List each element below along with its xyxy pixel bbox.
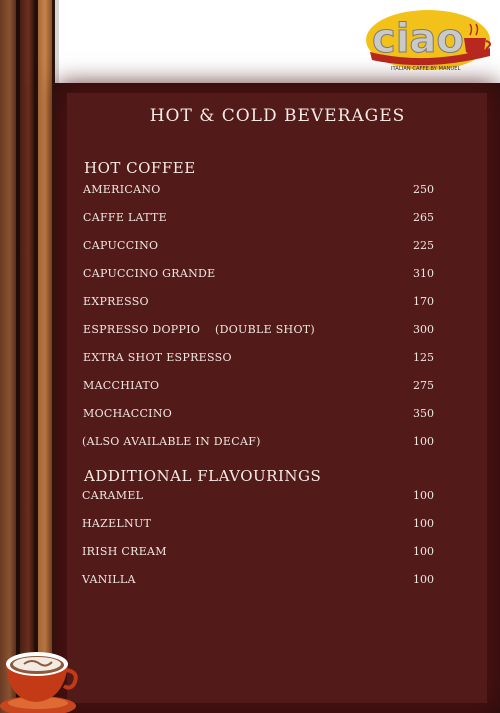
section-title-additional-flavourings: ADDITIONAL FLAVOURINGS [84,467,322,485]
menu-title: HOT & COLD BEVERAGES [149,106,406,126]
menu-item [82,517,434,533]
logo-wordmark: ciao [372,16,464,62]
menu-item [83,267,434,283]
menu-item [83,379,434,395]
coffee-cup-icon [0,640,80,713]
item-name: EXPRESSO [83,295,149,308]
menu-item [83,323,434,339]
item-name: CAPUCCINO [83,239,159,252]
item-price: 170 [413,295,434,308]
menu-item [82,545,434,561]
item-name: CAFFE LATTE [83,211,168,224]
item-price: 100 [413,517,434,530]
menu-item [83,407,434,423]
item-price: 300 [413,323,434,336]
item-name: MOCHACCINO [83,407,173,420]
item-price: 100 [413,573,434,586]
item-price: 100 [413,435,434,448]
item-price: 350 [413,407,434,420]
item-name: EXTRA SHOT ESPRESSO [83,351,232,364]
menu-item [83,295,434,311]
menu-item [83,239,434,255]
decorative-stripes [0,0,58,713]
item-name: CARAMEL [82,489,144,502]
item-price: 125 [413,351,434,364]
item-price: 225 [413,239,434,252]
item-price: 250 [413,183,434,196]
item-name: MACCHIATO [83,379,160,392]
item-price: 100 [413,545,434,558]
logo-tagline: ITALIAN CAFFE BY MANUEL [391,66,461,72]
menu-panel [55,83,500,713]
ciao-logo [366,8,496,74]
item-price: 265 [413,211,434,224]
item-name: (ALSO AVAILABLE IN DECAF) [82,435,261,448]
menu-item [83,183,434,199]
menu-item [83,211,434,227]
item-name: IRISH CREAM [82,545,167,558]
item-price: 275 [413,379,434,392]
menu-item [83,351,434,367]
menu-item [82,573,434,589]
menu-item [82,435,434,451]
item-price: 100 [413,489,434,502]
item-name: CAPUCCINO GRANDE [83,267,216,280]
item-name: VANILLA [82,573,136,586]
item-name: AMERICANO [83,183,161,196]
section-title-hot-coffee: HOT COFFEE [84,159,196,177]
item-price: 310 [413,267,434,280]
item-note: (DOUBLE SHOT) [215,323,315,336]
menu-item [82,489,434,505]
item-name: HAZELNUT [82,517,152,530]
item-name: ESPRESSO DOPPIO [83,323,201,336]
